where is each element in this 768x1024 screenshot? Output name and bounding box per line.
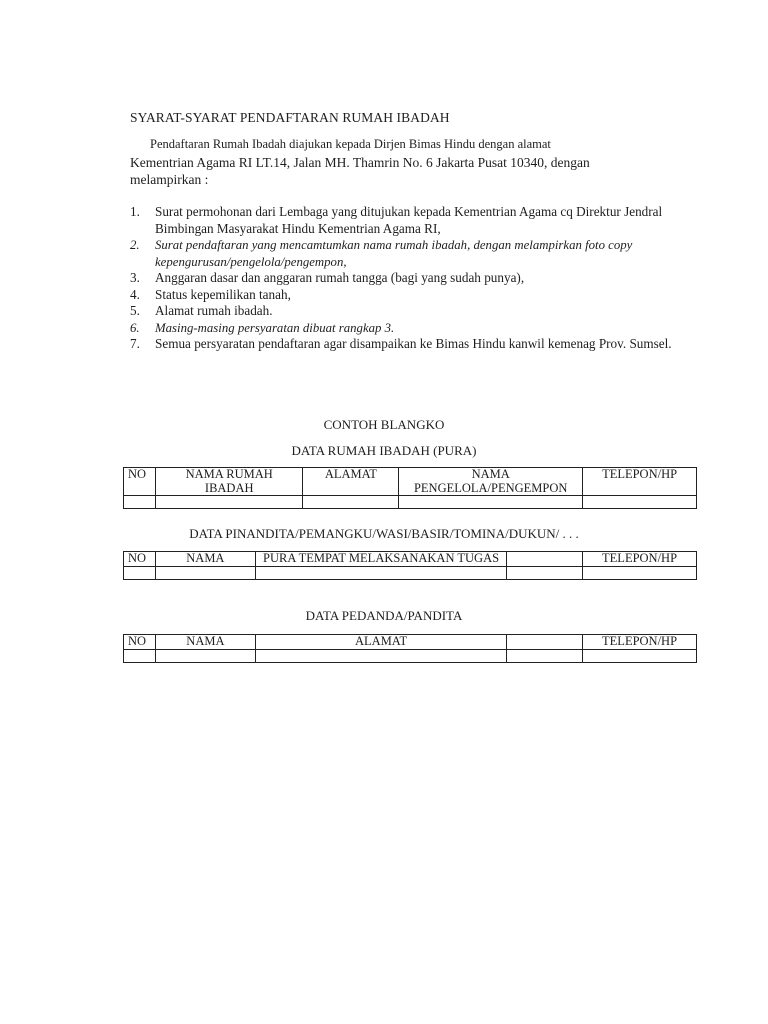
list-item-number: 7. bbox=[130, 336, 140, 351]
table-cell[interactable] bbox=[399, 496, 583, 509]
table-row bbox=[124, 566, 697, 579]
table-heading-rumah-ibadah: DATA RUMAH IBADAH (PURA) bbox=[291, 443, 477, 458]
list-item-text: Semua persyaratan pendaftaran agar disampaikan ke Bimas Hindu kanwil kemenag Prov. Sumsel. bbox=[155, 336, 672, 351]
list-item bbox=[130, 303, 690, 320]
list-item-number: 1. bbox=[130, 204, 140, 219]
header-cell-alamat: ALAMAT bbox=[255, 635, 506, 650]
table-cell[interactable] bbox=[583, 496, 697, 509]
header-cell-no: NO bbox=[124, 468, 156, 496]
list-item bbox=[130, 287, 690, 304]
table-cell[interactable] bbox=[583, 649, 697, 662]
document-title: SYARAT-SYARAT PENDAFTARAN RUMAH IBADAH bbox=[130, 110, 450, 125]
table-cell[interactable] bbox=[124, 496, 156, 509]
table-heading-pinandita: DATA PINANDITA/PEMANGKU/WASI/BASIR/TOMINA/DUKUN/ . . . bbox=[189, 526, 579, 541]
header-cell-alamat: ALAMAT bbox=[303, 468, 399, 496]
table-row bbox=[124, 496, 697, 509]
header-cell-no: NO bbox=[124, 552, 156, 567]
header-cell-pura-tempat: PURA TEMPAT MELAKSANAKAN TUGAS bbox=[255, 552, 507, 567]
header-cell-no: NO bbox=[124, 635, 156, 650]
table-pedanda bbox=[123, 634, 697, 663]
table-cell[interactable] bbox=[155, 649, 255, 662]
list-item bbox=[130, 320, 690, 337]
table-pinandita bbox=[123, 551, 697, 580]
header-cell-nama: NAMA bbox=[155, 552, 255, 567]
table-cell[interactable] bbox=[155, 496, 303, 509]
table-cell[interactable] bbox=[155, 566, 255, 579]
intro-line-1: Pendaftaran Rumah Ibadah diajukan kepada Dirjen Bimas Hindu dengan alamat bbox=[150, 137, 551, 151]
list-item-number: 6. bbox=[130, 320, 140, 335]
table-cell[interactable] bbox=[583, 566, 697, 579]
requirements-list bbox=[130, 204, 690, 353]
table-row bbox=[124, 649, 697, 662]
intro-line-2: Kementrian Agama RI LT.14, Jalan MH. Thamrin No. 6 Jakarta Pusat 10340, dengan bbox=[130, 155, 590, 170]
header-cell-telepon: TELEPON/HP bbox=[583, 552, 697, 567]
table-header-row bbox=[124, 468, 697, 496]
header-cell-nama-rumah-ibadah: NAMA RUMAH IBADAH bbox=[155, 468, 303, 496]
header-cell-blank bbox=[507, 635, 583, 650]
list-item-text: Anggaran dasar dan anggaran rumah tangga (bagi yang sudah punya), bbox=[155, 270, 525, 285]
table-cell[interactable] bbox=[255, 566, 507, 579]
header-cell-telepon: TELEPON/HP bbox=[583, 468, 697, 496]
table-rumah-ibadah bbox=[123, 467, 697, 509]
table-cell[interactable] bbox=[507, 649, 583, 662]
list-item-number: 2. bbox=[130, 238, 140, 252]
table-cell[interactable] bbox=[124, 649, 156, 662]
header-cell-blank bbox=[507, 552, 583, 567]
header-cell-nama: NAMA bbox=[155, 635, 255, 650]
table-header-row bbox=[124, 552, 697, 567]
intro-line-3: melampirkan : bbox=[130, 172, 209, 187]
table-header-row bbox=[124, 635, 697, 650]
header-cell-telepon: TELEPON/HP bbox=[583, 635, 697, 650]
list-item-text: Alamat rumah ibadah. bbox=[155, 303, 273, 318]
header-cell-nama-pengelola: NAMA PENGELOLA/PENGEMPON bbox=[399, 468, 583, 496]
table-cell[interactable] bbox=[303, 496, 399, 509]
table-heading-pedanda: DATA PEDANDA/PANDITA bbox=[305, 608, 463, 623]
list-item bbox=[130, 237, 690, 270]
table-cell[interactable] bbox=[255, 649, 506, 662]
list-item-number: 3. bbox=[130, 270, 140, 285]
list-item-text: Status kepemilikan tanah, bbox=[155, 286, 291, 302]
table-cell[interactable] bbox=[507, 566, 583, 579]
list-item-text: Masing-masing persyaratan dibuat rangkap 3. bbox=[155, 320, 395, 335]
list-item-number: 4. bbox=[130, 286, 140, 302]
list-item-number: 5. bbox=[130, 303, 140, 318]
list-item-text: Surat permohonan dari Lembaga yang ditujukan kepada Kementrian Agama cq Direktur Jendral Bimbingan Masyarakat Hindu Kementrian Agama RI, bbox=[155, 204, 663, 236]
list-item bbox=[130, 204, 690, 237]
form-heading: CONTOH BLANGKO bbox=[323, 417, 445, 432]
table-cell[interactable] bbox=[124, 566, 156, 579]
list-item-text: Surat pendaftaran yang mencamtumkan nama rumah ibadah, dengan melampirkan foto copy kepengurusan/pengelola/pengempon, bbox=[155, 238, 633, 269]
list-item bbox=[130, 270, 690, 287]
list-item bbox=[130, 336, 690, 353]
